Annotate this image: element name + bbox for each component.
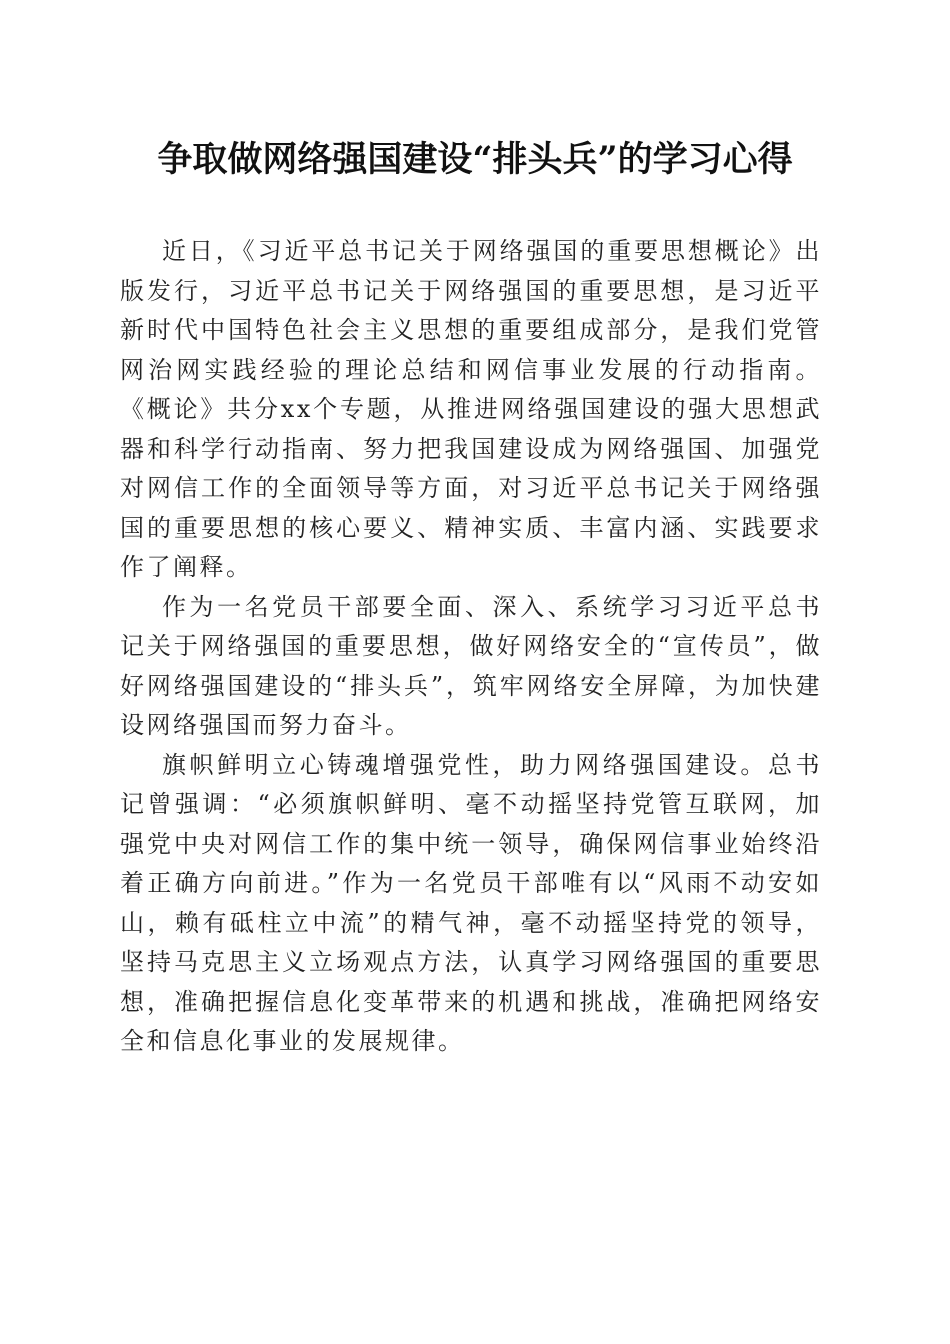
document-body [120,232,822,1062]
paragraph-1: 近日，《习近平总书记关于网络强国的重要思想概论》出版发行，习近平总书记关于网络强国的重要思想，是习近平新时代中国特色社会主义思想的重要组成部分，是我们党管网治网实践经验的理论总结和网信事业发展的行动指南。《概论》共分xx个专题，从推进网络强国建设的强大思想武器和科学行动指南、努力把我国建设成为网络强国、加强党对网信工作的全面领导等方面，对习近平总书记关于网络强国的重要思想的核心要义、精神实质、丰富内涵、实践要求作了阐释。 [120,237,822,581]
paragraph-2: 作为一名党员干部要全面、深入、系统学习习近平总书记关于网络强国的重要思想，做好网络安全的“宣传员”，做好网络强国建设的“排头兵”，筑牢网络安全屏障，为加快建设网络强国而努力奋斗。 [120,592,822,739]
paragraph-3: 旗帜鲜明立心铸魂增强党性，助力网络强国建设。总书记曾强调：“必须旗帜鲜明、毫不动摇坚持党管互联网，加强党中央对网信工作的集中统一领导，确保网信事业始终沿着正确方向前进。”作为一名党员干部唯有以“风雨不动安如山，赖有砥柱立中流”的精气神，毫不动摇坚持党的领导，坚持马克思主义立场观点方法，认真学习网络强国的重要思想，准确把握信息化变革带来的机遇和挑战，准确把网络安全和信息化事业的发展规律。 [120,750,822,1055]
document-title: 争取做网络强国建设“排头兵”的学习心得 [157,139,793,180]
